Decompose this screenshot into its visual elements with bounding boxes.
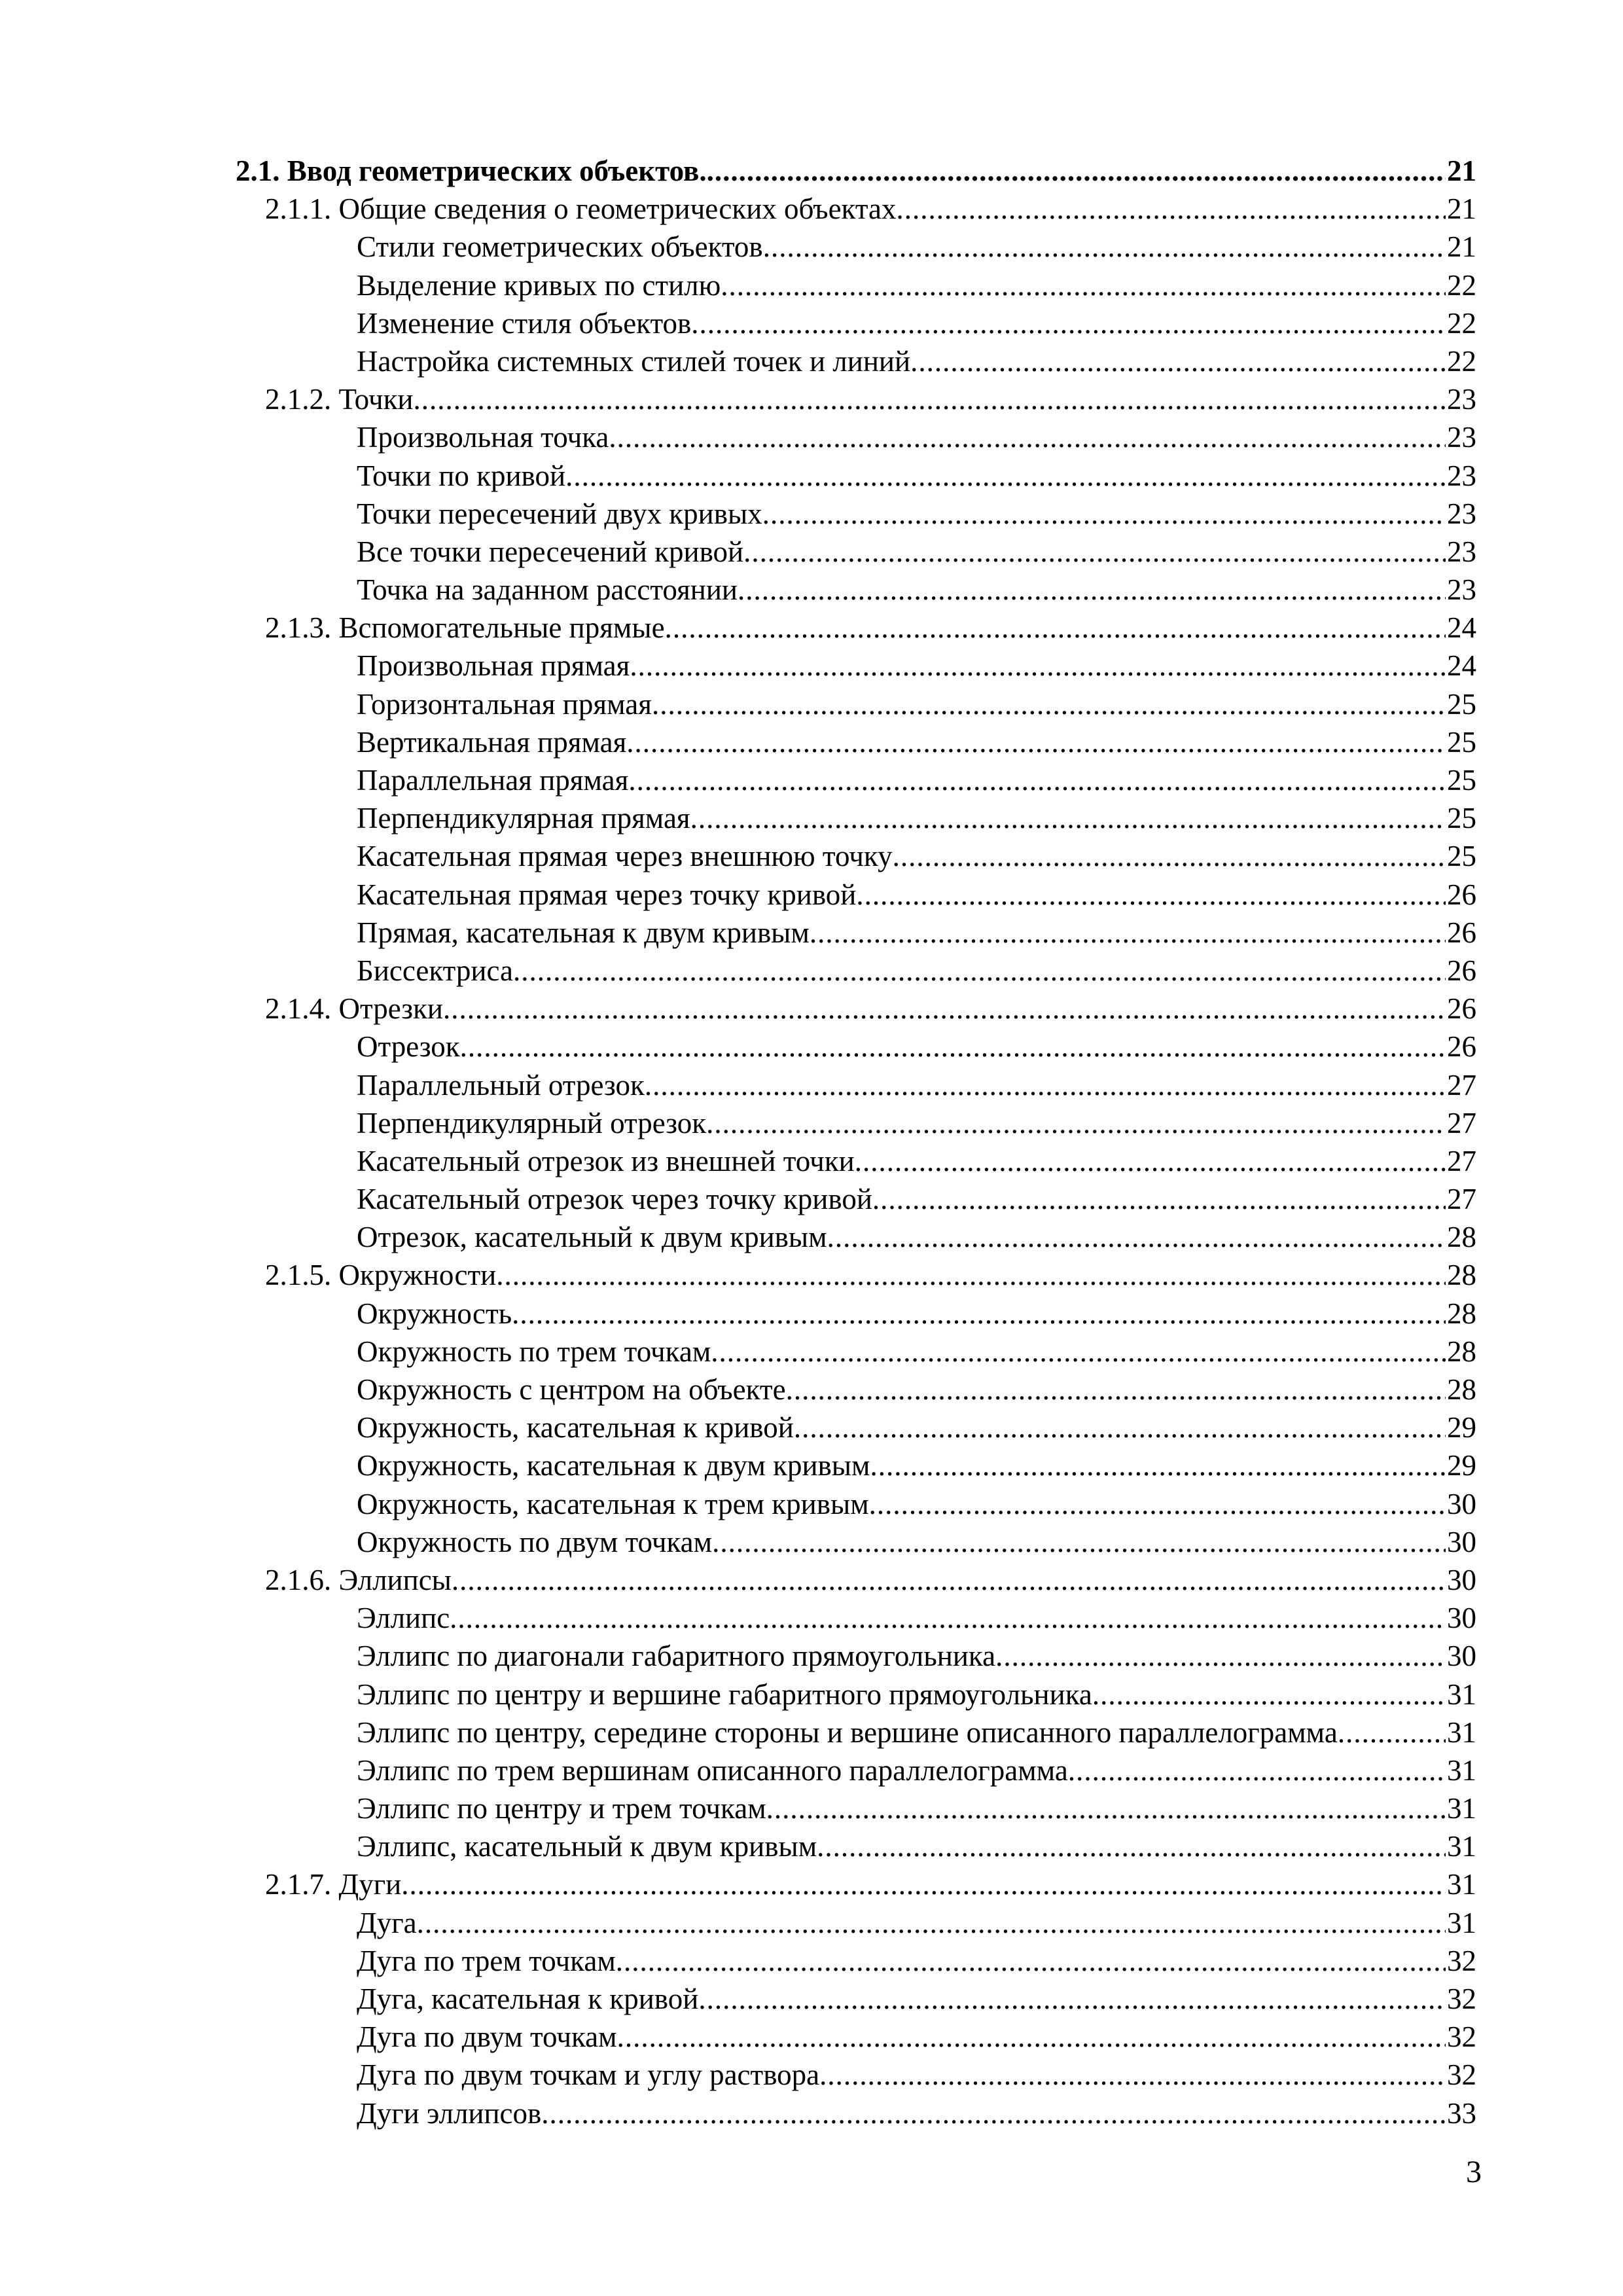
toc-entry-page-number: 25	[1447, 840, 1476, 873]
toc-dot-leader	[652, 685, 1446, 723]
toc-entry-title: Касательный отрезок через точку кривой	[357, 1183, 872, 1216]
toc-dot-leader	[738, 571, 1446, 609]
toc-entry-title: Произвольная прямая	[357, 649, 630, 683]
toc-entry-title: 2.1.5. Окружности	[265, 1259, 497, 1292]
toc-entry	[236, 1446, 1476, 1484]
toc-entry-page-number: 27	[1447, 1144, 1476, 1177]
toc-entry-page-number: 28	[1447, 1297, 1476, 1330]
toc-entry	[236, 457, 1476, 495]
toc-entry	[236, 1637, 1476, 1675]
toc-entry-title: 2.1.4. Отрезки	[265, 992, 443, 1026]
toc-entry-page-number: 23	[1447, 573, 1476, 607]
toc-dot-leader	[910, 342, 1446, 380]
toc-entry	[236, 2018, 1476, 2056]
toc-entry-page-number: 22	[1447, 268, 1476, 302]
toc-entry	[236, 990, 1476, 1028]
toc-entry-title: Горизонтальная прямая	[357, 687, 652, 721]
toc-entry	[236, 876, 1476, 914]
toc-entry-title: Эллипс	[357, 1602, 450, 1635]
toc-dot-leader	[645, 1066, 1446, 1104]
toc-entry-title: Стили геометрических объектов	[357, 230, 763, 264]
toc-entry-title: Окружность	[357, 1297, 512, 1330]
toc-entry	[236, 1333, 1476, 1371]
toc-entry-page-number: 33	[1447, 2096, 1476, 2130]
toc-entry-title: Окружность с центром на объекте	[357, 1373, 786, 1406]
toc-entry-title: Окружность, касательная к трем кривым	[357, 1487, 869, 1520]
toc-entry	[236, 571, 1476, 609]
toc-entry-title: Дуга по двум точкам и углу раствора	[357, 2058, 820, 2092]
toc-entry-title: Вертикальная прямая	[357, 725, 627, 759]
toc-entry-page-number: 27	[1447, 1106, 1476, 1139]
toc-dot-leader	[565, 457, 1446, 495]
toc-entry	[236, 1295, 1476, 1333]
table-of-contents	[236, 152, 1476, 2132]
toc-dot-leader	[743, 533, 1446, 571]
toc-entry	[236, 952, 1476, 990]
toc-entry-page-number: 31	[1447, 1753, 1476, 1787]
toc-entry-page-number: 24	[1447, 649, 1476, 683]
toc-entry-title: Эллипс по диагонали габаритного прямоугольника	[357, 1640, 996, 1673]
toc-entry	[236, 1408, 1476, 1446]
toc-entry-page-number: 23	[1447, 535, 1476, 568]
toc-entry-page-number: 23	[1447, 383, 1476, 416]
toc-dot-leader	[893, 837, 1446, 875]
toc-entry	[236, 1028, 1476, 1066]
toc-entry-title: Окружность по двум точкам	[357, 1525, 713, 1558]
toc-entry-page-number: 31	[1447, 1677, 1476, 1711]
toc-entry-page-number: 31	[1447, 1715, 1476, 1749]
toc-entry-page-number: 21	[1447, 154, 1476, 187]
toc-entry-page-number: 22	[1447, 306, 1476, 340]
toc-entry	[236, 1218, 1476, 1256]
toc-entry-title: 2.1.2. Точки	[265, 383, 414, 416]
toc-dot-leader	[819, 2056, 1446, 2094]
toc-entry-page-number: 32	[1447, 1982, 1476, 2015]
toc-entry-page-number: 30	[1447, 1563, 1476, 1596]
toc-entry-page-number: 22	[1447, 344, 1476, 378]
toc-dot-leader	[1092, 1676, 1446, 1713]
toc-entry-title: 2.1.7. Дуги	[265, 1868, 402, 1901]
toc-entry	[236, 304, 1476, 342]
toc-entry	[236, 266, 1476, 304]
toc-dot-leader	[786, 1371, 1446, 1408]
page-number: 3	[1466, 2155, 1482, 2189]
toc-entry-page-number: 21	[1447, 230, 1476, 264]
toc-entry-page-number: 31	[1447, 1868, 1476, 1901]
toc-entry	[236, 1561, 1476, 1599]
toc-entry-page-number: 29	[1447, 1411, 1476, 1444]
toc-entry	[236, 1980, 1476, 2018]
toc-entry-title: Произвольная точка	[357, 421, 609, 454]
toc-dot-leader	[869, 1485, 1446, 1523]
toc-dot-leader	[417, 1904, 1446, 1942]
toc-entry-page-number: 23	[1447, 497, 1476, 530]
toc-entry-title: Параллельный отрезок	[357, 1068, 645, 1102]
toc-entry-title: Изменение стиля объектов	[357, 306, 692, 340]
toc-entry-page-number: 25	[1447, 725, 1476, 759]
toc-entry-title: 2.1. Ввод геометрических объектов.	[236, 154, 707, 187]
toc-entry	[236, 1942, 1476, 1980]
toc-entry-title: Перпендикулярная прямая	[357, 802, 690, 835]
toc-entry-title: Выделение кривых по стилю	[357, 268, 721, 302]
toc-dot-leader	[513, 952, 1446, 990]
toc-dot-leader	[541, 2094, 1446, 2132]
toc-entry-title: Дуга, касательная к кривой	[357, 1982, 699, 2015]
toc-entry	[236, 723, 1476, 761]
toc-dot-leader	[450, 1599, 1446, 1637]
toc-entry-title: Дуга по двум точкам	[357, 2020, 617, 2054]
toc-dot-leader	[1338, 1713, 1446, 1751]
toc-entry-title: Все точки пересечений кривой	[357, 535, 744, 568]
toc-entry	[236, 1865, 1476, 1903]
toc-entry-title: Дуга по трем точкам	[357, 1944, 616, 1977]
toc-entry	[236, 2056, 1476, 2094]
toc-dot-leader	[712, 1523, 1446, 1561]
toc-entry	[236, 1676, 1476, 1713]
toc-entry	[236, 1751, 1476, 1789]
toc-dot-leader	[721, 266, 1446, 304]
toc-entry-page-number: 31	[1447, 1792, 1476, 1825]
toc-entry	[236, 418, 1476, 456]
toc-dot-leader	[872, 1180, 1446, 1218]
toc-entry	[236, 2094, 1476, 2132]
toc-dot-leader	[897, 190, 1446, 228]
toc-dot-leader	[855, 1142, 1446, 1180]
toc-entry	[236, 1066, 1476, 1104]
toc-entry-title: Эллипс по центру и трем точкам	[357, 1792, 766, 1825]
toc-dot-leader	[711, 1333, 1446, 1371]
toc-dot-leader	[512, 1295, 1446, 1333]
toc-entry-title: Отрезок, касательный к двум кривым	[357, 1221, 827, 1254]
toc-entry-page-number: 26	[1447, 1030, 1476, 1064]
toc-entry	[236, 914, 1476, 952]
toc-entry-title: Касательный отрезок из внешней точки	[357, 1144, 855, 1177]
toc-dot-leader	[698, 1980, 1446, 2018]
toc-entry-page-number: 30	[1447, 1640, 1476, 1673]
toc-entry-title: Окружность, касательная к двум кривым	[357, 1449, 870, 1482]
toc-entry	[236, 1104, 1476, 1142]
toc-entry	[236, 837, 1476, 875]
toc-entry	[236, 1485, 1476, 1523]
toc-entry	[236, 533, 1476, 571]
toc-entry-title: Отрезок	[357, 1030, 460, 1064]
toc-entry-page-number: 30	[1447, 1602, 1476, 1635]
toc-entry-page-number: 26	[1447, 916, 1476, 949]
toc-entry	[236, 1904, 1476, 1942]
toc-entry-title: Биссектриса	[357, 954, 513, 987]
toc-entry-title: Прямая, касательная к двум кривым	[357, 916, 810, 949]
toc-entry-page-number: 28	[1447, 1335, 1476, 1368]
toc-entry-title: 2.1.3. Вспомогательные прямые	[265, 611, 665, 645]
toc-entry	[236, 152, 1476, 190]
toc-entry	[236, 799, 1476, 837]
toc-entry	[236, 647, 1476, 685]
toc-entry	[236, 1523, 1476, 1561]
toc-entry-title: 2.1.6. Эллипсы	[265, 1563, 452, 1596]
toc-entry-title: Дуга	[357, 1906, 417, 1939]
toc-entry	[236, 609, 1476, 647]
toc-entry-title: Эллипс по центру и вершине габаритного прямоугольника	[357, 1677, 1092, 1711]
toc-entry-page-number: 25	[1447, 802, 1476, 835]
toc-dot-leader	[626, 723, 1446, 761]
toc-entry-title: Перпендикулярный отрезок	[357, 1106, 707, 1139]
toc-dot-leader	[690, 799, 1446, 837]
toc-dot-leader	[766, 1789, 1446, 1827]
toc-entry-title: Точки пересечений двух кривых	[357, 497, 762, 530]
toc-entry-title: Эллипс, касательный к двум кривым	[357, 1830, 817, 1863]
toc-entry-title: 2.1.1. Общие сведения о геометрических объектах	[265, 192, 897, 226]
toc-dot-leader	[870, 1446, 1446, 1484]
toc-dot-leader	[616, 1942, 1446, 1980]
toc-dot-leader	[1068, 1751, 1446, 1789]
toc-entry-title: Окружность по трем точкам	[357, 1335, 711, 1368]
toc-entry-title: Дуги эллипсов	[357, 2096, 542, 2130]
toc-dot-leader	[630, 647, 1446, 685]
toc-entry-page-number: 27	[1447, 1068, 1476, 1102]
toc-dot-leader	[414, 380, 1446, 418]
toc-entry	[236, 1371, 1476, 1408]
toc-entry-title: Касательная прямая через точку кривой	[357, 878, 857, 911]
toc-entry-title: Касательная прямая через внешнюю точку	[357, 840, 893, 873]
toc-entry	[236, 1599, 1476, 1637]
toc-entry-page-number: 32	[1447, 2058, 1476, 2092]
toc-entry-page-number: 23	[1447, 421, 1476, 454]
toc-entry-page-number: 25	[1447, 764, 1476, 797]
toc-dot-leader	[706, 1104, 1446, 1142]
toc-dot-leader	[628, 761, 1446, 799]
toc-dot-leader	[707, 152, 1446, 190]
toc-entry-title: Настройка системных стилей точек и линий	[357, 344, 911, 378]
toc-entry	[236, 1789, 1476, 1827]
toc-entry	[236, 495, 1476, 533]
toc-entry-page-number: 31	[1447, 1906, 1476, 1939]
toc-entry-page-number: 26	[1447, 992, 1476, 1026]
toc-entry	[236, 1142, 1476, 1180]
toc-entry-page-number: 26	[1447, 878, 1476, 911]
toc-dot-leader	[617, 2018, 1446, 2056]
toc-entry-page-number: 28	[1447, 1373, 1476, 1406]
toc-dot-leader	[443, 990, 1446, 1028]
toc-dot-leader	[810, 914, 1446, 952]
toc-dot-leader	[460, 1028, 1446, 1066]
toc-entry	[236, 190, 1476, 228]
toc-entry-page-number: 30	[1447, 1487, 1476, 1520]
toc-entry-title: Точки по кривой	[357, 459, 566, 492]
toc-entry-page-number: 30	[1447, 1525, 1476, 1558]
toc-dot-leader	[496, 1256, 1446, 1294]
toc-entry-page-number: 32	[1447, 1944, 1476, 1977]
toc-entry-page-number: 24	[1447, 611, 1476, 645]
toc-entry	[236, 1713, 1476, 1751]
toc-entry	[236, 228, 1476, 266]
toc-entry	[236, 1256, 1476, 1294]
toc-entry	[236, 342, 1476, 380]
toc-dot-leader	[995, 1637, 1446, 1675]
toc-entry-page-number: 21	[1447, 192, 1476, 226]
toc-entry	[236, 1180, 1476, 1218]
toc-entry-title: Эллипс по трем вершинам описанного параллелограмма	[357, 1753, 1068, 1787]
toc-entry-title: Окружность, касательная к кривой	[357, 1411, 794, 1444]
toc-dot-leader	[763, 228, 1446, 266]
toc-dot-leader	[762, 495, 1446, 533]
toc-entry	[236, 1827, 1476, 1865]
toc-entry-page-number: 27	[1447, 1183, 1476, 1216]
toc-entry-title: Точка на заданном расстоянии	[357, 573, 738, 607]
toc-entry	[236, 380, 1476, 418]
toc-entry-page-number: 25	[1447, 687, 1476, 721]
toc-entry-title: Эллипс по центру, середине стороны и вершине описанного параллелограмма	[357, 1715, 1338, 1749]
toc-entry-page-number: 31	[1447, 1830, 1476, 1863]
toc-entry-page-number: 23	[1447, 459, 1476, 492]
toc-dot-leader	[665, 609, 1446, 647]
toc-dot-leader	[794, 1408, 1446, 1446]
toc-entry	[236, 761, 1476, 799]
toc-entry	[236, 685, 1476, 723]
toc-dot-leader	[691, 304, 1446, 342]
toc-entry-page-number: 32	[1447, 2020, 1476, 2054]
toc-entry-title: Параллельная прямая	[357, 764, 629, 797]
toc-entry-page-number: 26	[1447, 954, 1476, 987]
toc-entry-page-number: 29	[1447, 1449, 1476, 1482]
toc-dot-leader	[401, 1865, 1446, 1903]
toc-dot-leader	[452, 1561, 1446, 1599]
toc-entry-page-number: 28	[1447, 1221, 1476, 1254]
toc-dot-leader	[827, 1218, 1446, 1256]
toc-entry-page-number: 28	[1447, 1259, 1476, 1292]
toc-dot-leader	[609, 418, 1446, 456]
toc-dot-leader	[856, 876, 1446, 914]
toc-dot-leader	[817, 1827, 1446, 1865]
